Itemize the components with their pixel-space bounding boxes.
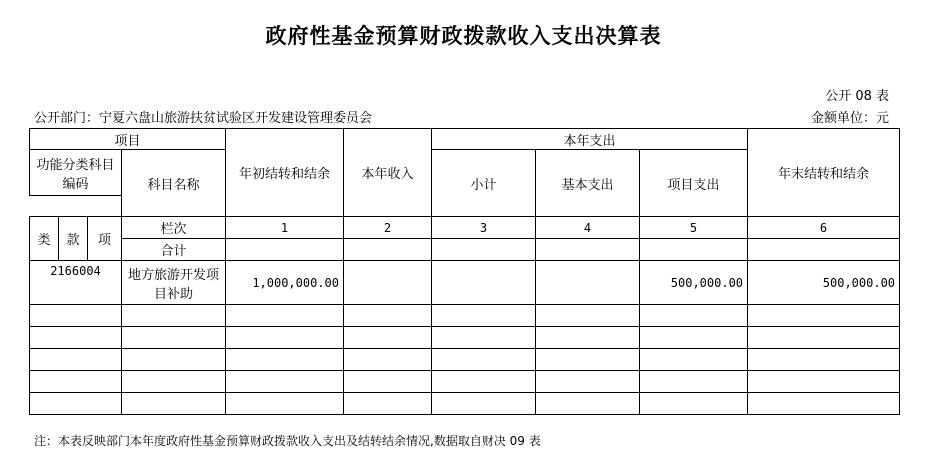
column-number: 4 (536, 217, 640, 239)
end-balance-value: 500,000.00 (748, 261, 900, 305)
budget-table (29, 128, 900, 415)
table-row (30, 371, 900, 393)
header-basic: 基本支出 (536, 150, 640, 217)
income-value (344, 261, 432, 305)
header-project: 项目支出 (640, 150, 748, 217)
column-number: 5 (640, 217, 748, 239)
column-number-label: 栏次 (122, 217, 226, 239)
header-subject-name: 科目名称 (122, 150, 226, 217)
header-subtotal: 小计 (432, 150, 536, 217)
page-title: 政府性基金预算财政拨款收入支出决算表 (265, 23, 662, 48)
column-number: 3 (432, 217, 536, 239)
table-row (30, 349, 900, 371)
table-row (30, 393, 900, 415)
header-kuan: 款 (59, 217, 88, 261)
form-number: 公开 08 表 (825, 89, 889, 104)
begin-balance-value: 1,000,000.00 (226, 261, 344, 305)
total-row-label: 合计 (122, 239, 226, 261)
footnote: 注：本表反映部门本年度政府性基金预算财政拨款收入支出及结转结余情况,数据取自财决 09 表 (34, 434, 541, 448)
subject-name: 地方旅游开发项目补助 (122, 261, 226, 305)
table-row (30, 305, 900, 327)
basic-value (536, 261, 640, 305)
header-xiang: 项 (88, 217, 122, 261)
column-number: 6 (748, 217, 900, 239)
header-item: 项目 (30, 129, 226, 150)
header-end-balance: 年末结转和结余 (748, 129, 900, 217)
column-number: 2 (344, 217, 432, 239)
project-value: 500,000.00 (640, 261, 748, 305)
header-lei: 类 (30, 217, 59, 261)
subtotal-value (432, 261, 536, 305)
header-income: 本年收入 (344, 129, 432, 217)
table-row (30, 327, 900, 349)
header-begin-balance: 年初结转和结余 (226, 129, 344, 217)
unit-label: 金额单位：元 (810, 111, 889, 126)
func-code: 2166004 (30, 261, 122, 305)
column-number: 1 (226, 217, 344, 239)
header-func-code: 功能分类科目编码 (30, 150, 122, 196)
department-label: 公开部门：宁夏六盘山旅游扶贫试验区开发建设管理委员会 (34, 111, 373, 126)
table-row (30, 261, 900, 305)
header-expense: 本年支出 (432, 129, 748, 150)
